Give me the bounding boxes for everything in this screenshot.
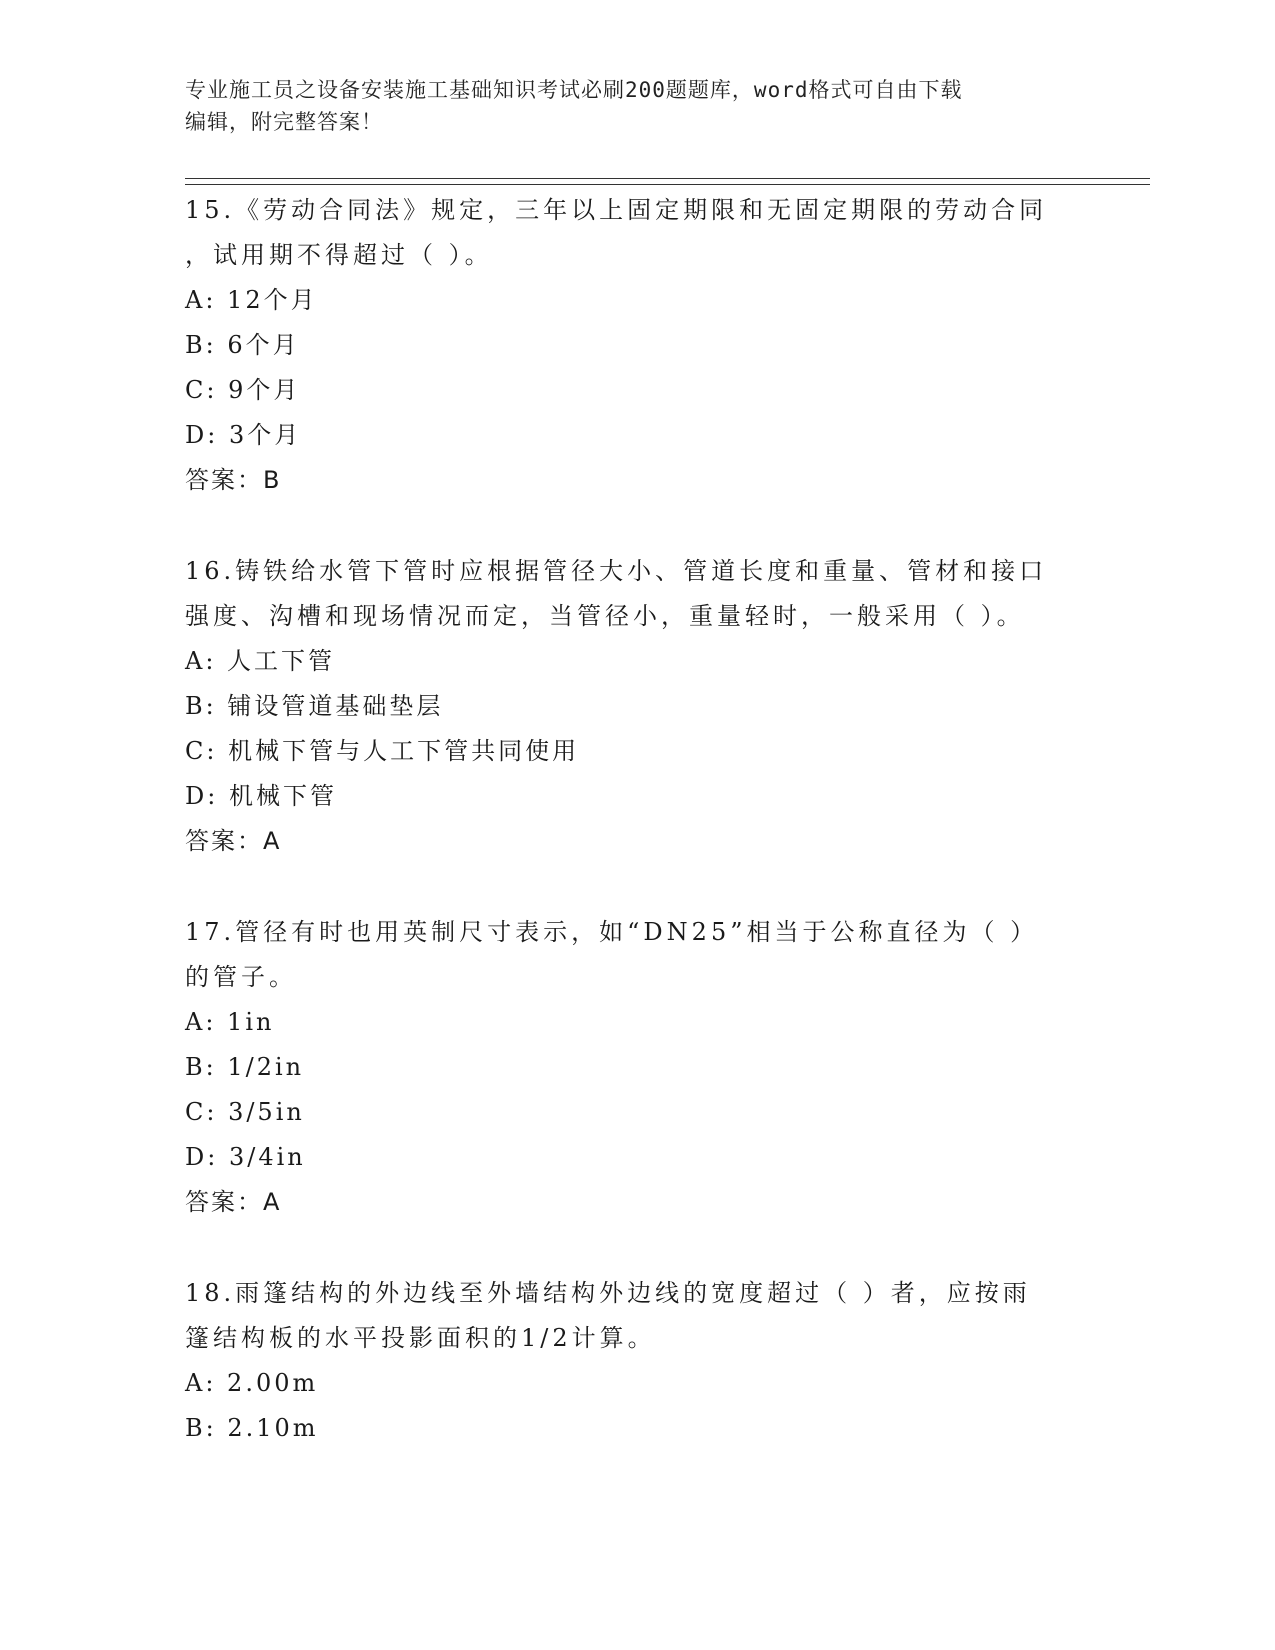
stem-line: 17.管径有时也用英制尺寸表示，如“DN25”相当于公称直径为（ ） [185, 918, 1039, 946]
option-a: A: 2.00m [185, 1369, 319, 1397]
question-stem [185, 549, 1105, 639]
question-18 [185, 1271, 1105, 1451]
option-d: D: 3/4in [185, 1143, 306, 1171]
question-15 [185, 188, 1105, 503]
option-b: B: 铺设管道基础垫层 [185, 692, 444, 720]
option-d: D: 机械下管 [185, 782, 337, 810]
stem-line: 篷结构板的水平投影面积的1/2计算。 [185, 1324, 656, 1352]
stem-line: 18.雨篷结构的外边线至外墙结构外边线的宽度超过（ ）者，应按雨 [185, 1279, 1031, 1307]
question-17 [185, 910, 1105, 1225]
stem-line: ，试用期不得超过（ ）。 [185, 241, 493, 269]
option-a: A: 12个月 [185, 286, 318, 314]
question-stem [185, 188, 1105, 278]
option-b: B: 1/2in [185, 1053, 305, 1081]
option-b: B: 2.10m [185, 1414, 319, 1442]
option-a: A: 人工下管 [185, 647, 336, 675]
header-line-2: 编辑，附完整答案！ [185, 110, 383, 134]
question-list [185, 188, 1105, 1497]
option-c: C: 9个月 [185, 376, 301, 404]
option-a: A: 1in [185, 1008, 275, 1036]
option-c: C: 3/5in [185, 1098, 305, 1126]
question-stem [185, 1271, 1105, 1361]
header-line-1: 专业施工员之设备安装施工基础知识考试必刷200题题库，word格式可自由下载 [185, 78, 963, 102]
stem-line: 的管子。 [185, 963, 297, 991]
question-stem [185, 910, 1105, 1000]
stem-line: 16.铸铁给水管下管时应根据管径大小、管道长度和重量、管材和接口 [185, 557, 1048, 585]
stem-line: 强度、沟槽和现场情况而定，当管径小，重量轻时，一般采用（ ）。 [185, 602, 1025, 630]
header-double-rule [185, 178, 1150, 185]
option-b: B: 6个月 [185, 331, 300, 359]
question-16 [185, 549, 1105, 864]
option-d: D: 3个月 [185, 421, 302, 449]
option-c: C: 机械下管与人工下管共同使用 [185, 737, 580, 765]
answer-line: 答案：A [185, 827, 282, 855]
answer-line: 答案：B [185, 466, 282, 494]
stem-line: 15.《劳动合同法》规定，三年以上固定期限和无固定期限的劳动合同 [185, 196, 1048, 224]
document-header [185, 74, 1065, 138]
answer-line: 答案：A [185, 1188, 282, 1216]
